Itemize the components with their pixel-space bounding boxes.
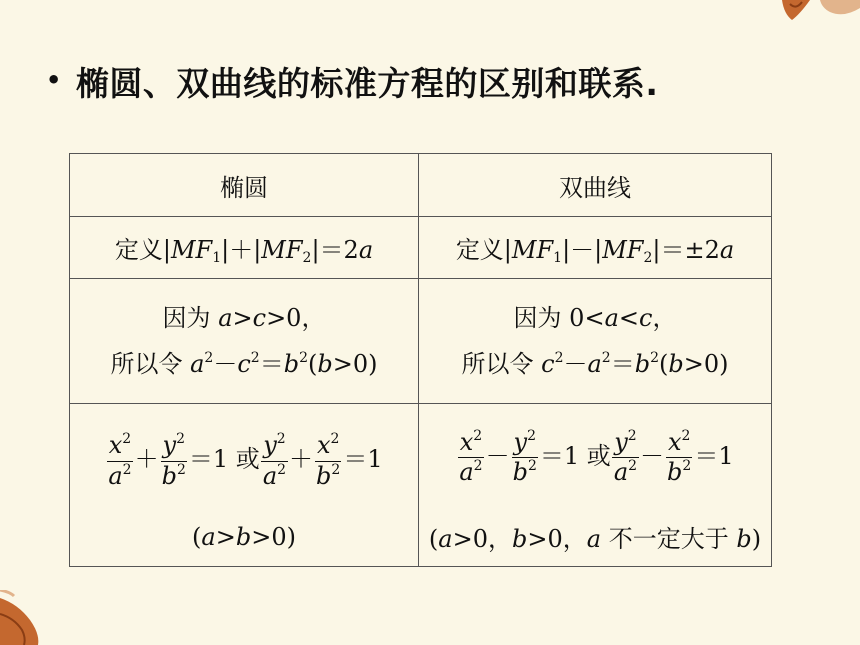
fraction: $\frac{x^2}{a^2}$ [459, 427, 483, 486]
ellipse-definition: 定义$|MF_1|+|MF_2|=2a$ [70, 217, 419, 279]
fraction: $\frac{y^2}{b^2}$ [161, 431, 186, 490]
hyperbola-definition: 定义$|MF_1|-|MF_2|=\pm 2a$ [419, 217, 772, 279]
ellipse-equation [70, 404, 419, 567]
hyperbola-relation [419, 279, 772, 404]
fraction: $\frac{x^2}{b^2}$ [667, 427, 692, 486]
corner-decoration-bottom-left [0, 590, 70, 645]
header-hyperbola: 双曲线 [419, 154, 772, 217]
ellipse-reason: 因为 a>c>0， [162, 304, 326, 332]
title-text: 椭圆、双曲线的标准方程的区别和联系. [75, 64, 659, 103]
ellipse-standard-equation: $\frac{x^2}{a^2}$ ＋ $\frac{y^2}{b^2}$ ＝1 或 $\frac{y^2}{a^2}$ ＋ $\frac{x^2}{b^2}$ ＝1 [108, 431, 383, 490]
hyperbola-reason: 因为 0<a<c， [513, 304, 677, 332]
slide-title [46, 58, 658, 105]
hyperbola-therefore: 所以令 $c^2-a^2=b^2(b>0)$ [461, 350, 729, 378]
hyperbola-standard-equation: $\frac{x^2}{a^2}$ － $\frac{y^2}{b^2}$ ＝1 或 $\frac{y^2}{a^2}$ － $\frac{x^2}{b^2}$ ＝1 [459, 427, 734, 486]
table-header-row [70, 154, 772, 217]
fraction: $\frac{y^2}{a^2}$ [262, 431, 287, 490]
fraction: $\frac{x^2}{a^2}$ [108, 431, 132, 490]
ellipse-condition: (a>b>0) [192, 522, 296, 551]
corner-decoration-top-right [770, 0, 860, 40]
hyperbola-condition: (a>0，b>0，a 不一定大于 b) [428, 525, 762, 554]
table-row-relation [70, 279, 772, 404]
fraction: $\frac{x^2}{b^2}$ [316, 431, 341, 490]
bullet-icon: • [46, 65, 62, 94]
hyperbola-equation [419, 404, 772, 567]
ellipse-therefore: 所以令 $a^2-c^2=b^2(b>0)$ [110, 350, 378, 378]
fraction: $\frac{y^2}{a^2}$ [613, 427, 638, 486]
fraction: $\frac{y^2}{b^2}$ [512, 427, 537, 486]
header-ellipse: 椭圆 [70, 154, 419, 217]
table-row-equation [70, 404, 772, 567]
comparison-table [69, 153, 772, 567]
ellipse-relation [70, 279, 419, 404]
table-row-definition [70, 217, 772, 279]
